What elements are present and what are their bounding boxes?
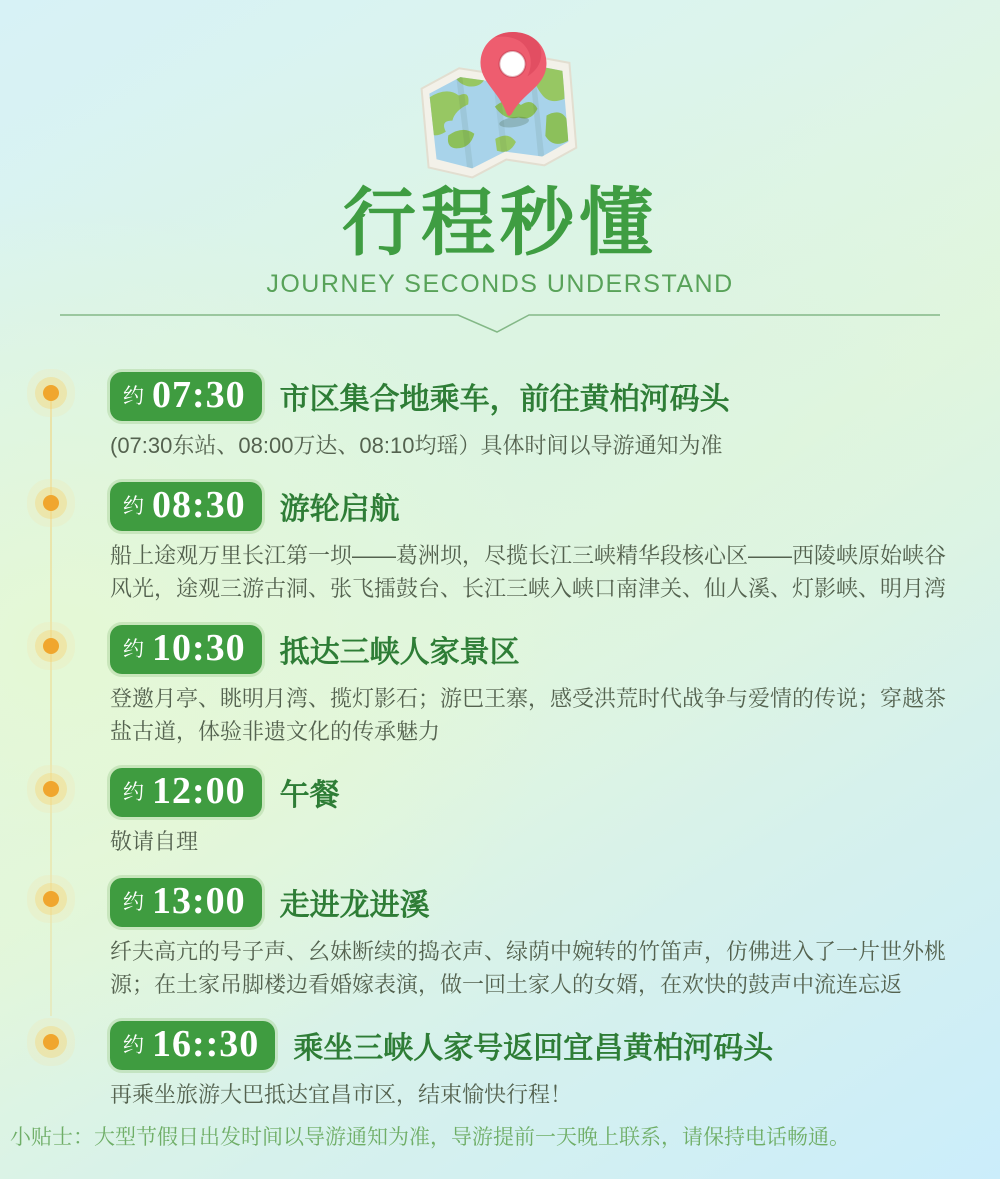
- time-value: 08:30: [152, 483, 246, 526]
- timeline-item-0830: [110, 482, 956, 605]
- item-title: 抵达三峡人家景区: [279, 636, 520, 670]
- approx-label: 约: [123, 495, 144, 519]
- time-badge: [110, 768, 262, 817]
- timeline-dot-icon: [43, 891, 59, 907]
- timeline-item-0730: [110, 372, 956, 462]
- time-badge: [110, 878, 262, 927]
- timeline-item-1200: [110, 768, 956, 858]
- map-with-location-pin-icon: [400, 20, 600, 180]
- item-title: 午餐: [279, 779, 340, 813]
- time-value: 12:00: [152, 769, 246, 812]
- timeline-item-1030: [110, 625, 956, 748]
- time-badge: [110, 372, 262, 421]
- approx-label: 约: [123, 638, 144, 662]
- item-description: 再乘坐旅游大巴抵达宜昌市区，结束愉快行程！: [110, 1081, 573, 1107]
- timeline-dot-icon: [43, 781, 59, 797]
- approx-label: 约: [123, 1034, 144, 1058]
- timeline-dot-icon: [43, 385, 59, 401]
- item-title: 市区集合地乘车，前往黄柏河码头: [279, 383, 730, 417]
- item-description: (07:30东站、08:00万达、08:10均瑶）具体时间以导游通知为准: [110, 432, 723, 458]
- timeline-item-1300: [110, 878, 956, 1001]
- item-description: 敬请自理: [110, 828, 199, 854]
- time-value: 07:30: [152, 373, 246, 416]
- item-title: 游轮启航: [279, 493, 400, 527]
- tips-note: 小贴士：大型节假日出发时间以导游通知为准，导游提前一天晚上联系，请保持电话畅通。: [10, 1125, 850, 1149]
- time-value: 10:30: [152, 626, 246, 669]
- timeline-dot-icon: [43, 638, 59, 654]
- item-title: 走进龙进溪: [279, 889, 430, 923]
- approx-label: 约: [123, 891, 144, 915]
- timeline-connector-line: [50, 398, 52, 1016]
- time-badge: [110, 1021, 275, 1070]
- approx-label: 约: [123, 385, 144, 409]
- item-title: 乘坐三峡人家号返回宜昌黄柏河码头: [293, 1032, 774, 1066]
- itinerary-timeline: [0, 372, 1000, 1111]
- approx-label: 约: [123, 781, 144, 805]
- item-description: 登邀月亭、眺明月湾、揽灯影石；游巴王寨，感受洪荒时代战争与爱情的传说；穿越茶盐古道，体验非遗文化的传承魅力: [110, 685, 947, 744]
- time-value: 13:00: [152, 879, 246, 922]
- time-badge: [110, 482, 262, 531]
- item-description: 船上途观万里长江第一坝——葛洲坝，尽揽长江三峡精华段核心区——西陵峡原始峡谷风光，途观三游古洞、张飞擂鼓台、长江三峡入峡口南津关、仙人溪、灯影峡、明月湾: [110, 542, 947, 601]
- divider-chevron: [60, 313, 940, 340]
- time-badge: [110, 625, 262, 674]
- page-subtitle: JOURNEY SECONDS UNDERSTAND: [266, 269, 734, 298]
- header: [0, 0, 1000, 340]
- timeline-item-1630: [110, 1021, 956, 1111]
- timeline-dot-icon: [43, 495, 59, 511]
- timeline-dot-icon: [43, 1034, 59, 1050]
- time-value: 16::30: [152, 1022, 260, 1065]
- item-description: 纤夫高亢的号子声、幺妹断续的捣衣声、绿荫中婉转的竹笛声，仿佛进入了一片世外桃源；在土家吊脚楼边看婚嫁表演，做一回土家人的女婿，在欢快的鼓声中流连忘返: [110, 938, 947, 997]
- page-title: 行程秒懂: [342, 181, 658, 264]
